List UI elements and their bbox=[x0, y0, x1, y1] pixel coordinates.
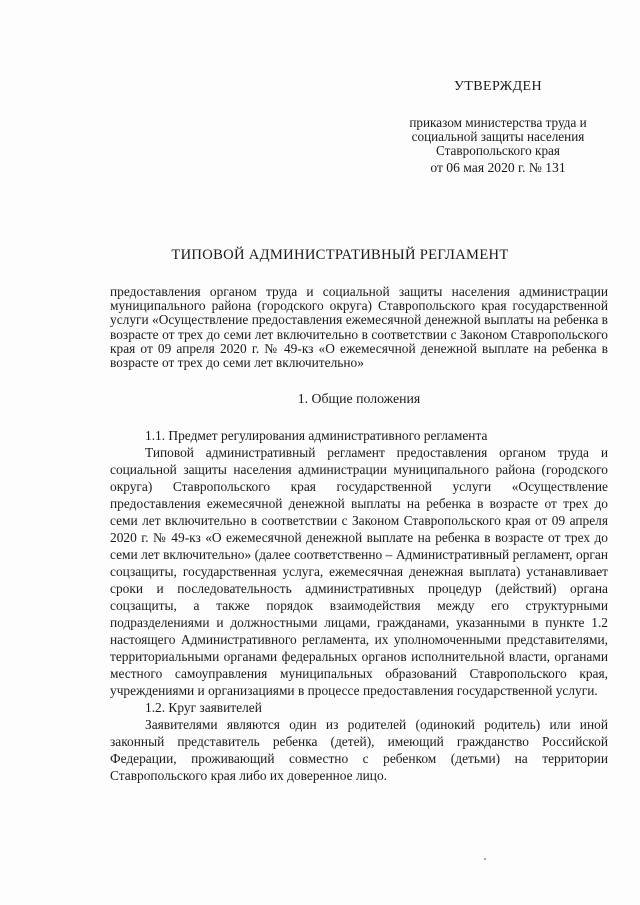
document-subtitle: предоставления органом труда и социальной защиты населения администрации муниципального района (городского округа) Ставропольского края государственной услуги «Осуществление предоставления ежемесячной денежной выплаты на ребенка в возрасте от трех до семи лет включительно в соответствии с Законом Ставропольского края от 09 апреля 2020 г. № 49-кз «О ежемесячной денежной выплате на ребенка в возрасте от трех до семи лет включительно» bbox=[110, 284, 608, 371]
subsection-heading: 1.2. Круг заявителей bbox=[145, 700, 262, 715]
approval-order-block bbox=[388, 116, 608, 158]
section-body bbox=[110, 427, 608, 784]
approval-order-line: социальной защиты населения bbox=[411, 129, 585, 144]
section-title: 1. Общие положения bbox=[297, 391, 421, 406]
approval-heading: УТВЕРЖДЕН bbox=[453, 79, 542, 94]
approval-order-line: Ставропольского края bbox=[436, 143, 560, 158]
subsection-paragraph: Типовой административный регламент предоставления органом труда и социальной защиты населения администрации муниципального района (городского округа) Ставропольского края государственной услуги «Осуществление предоставления ежемесячной денежной выплаты на ребенка в возрасте от трех до семи лет включительно в соответствии с Законом Ставропольского края от 09 апреля 2020 г. № 49-кз «О ежемесячной денежной выплате на ребенка в возрасте от трех до семи лет включительно» (далее соответственно – Административный регламент, орган соцзащиты, государственная услуга, ежемесячная денежная выплата) устанавливает сроки и последовательность административных процедур (действий) органа соцзащиты, а также порядок взаимодействия между его структурными подразделениями и должностными лицами, гражданами, указанными в пункте 1.2 настоящего Административного регламента, их уполномоченными представителями, территориальными органами федеральных органов исполнительной власти, органами местного самоуправления муниципальных образований Ставропольского края, учреждениями и организациями в процессе предоставления государственной услуги. bbox=[110, 445, 608, 698]
approval-order-line: приказом министерства труда и bbox=[409, 115, 587, 130]
approval-date: от 06 мая 2020 г. № 131 bbox=[430, 160, 566, 175]
document-title: ТИПОВОЙ АДМИНИСТРАТИВНЫЙ РЕГЛАМЕНТ bbox=[171, 247, 509, 263]
scan-speck bbox=[484, 858, 486, 860]
subsection-heading: 1.1. Предмет регулирования административного регламента bbox=[145, 428, 488, 443]
subsection-paragraph: Заявителями являются один из родителей (одинокий родитель) или иной законный представитель ребенка (детей), имеющий гражданство Российской Федерации, проживающий совместно с ребенком (детьми) на территории Ставропольского края либо их доверенное лицо. bbox=[110, 717, 608, 783]
